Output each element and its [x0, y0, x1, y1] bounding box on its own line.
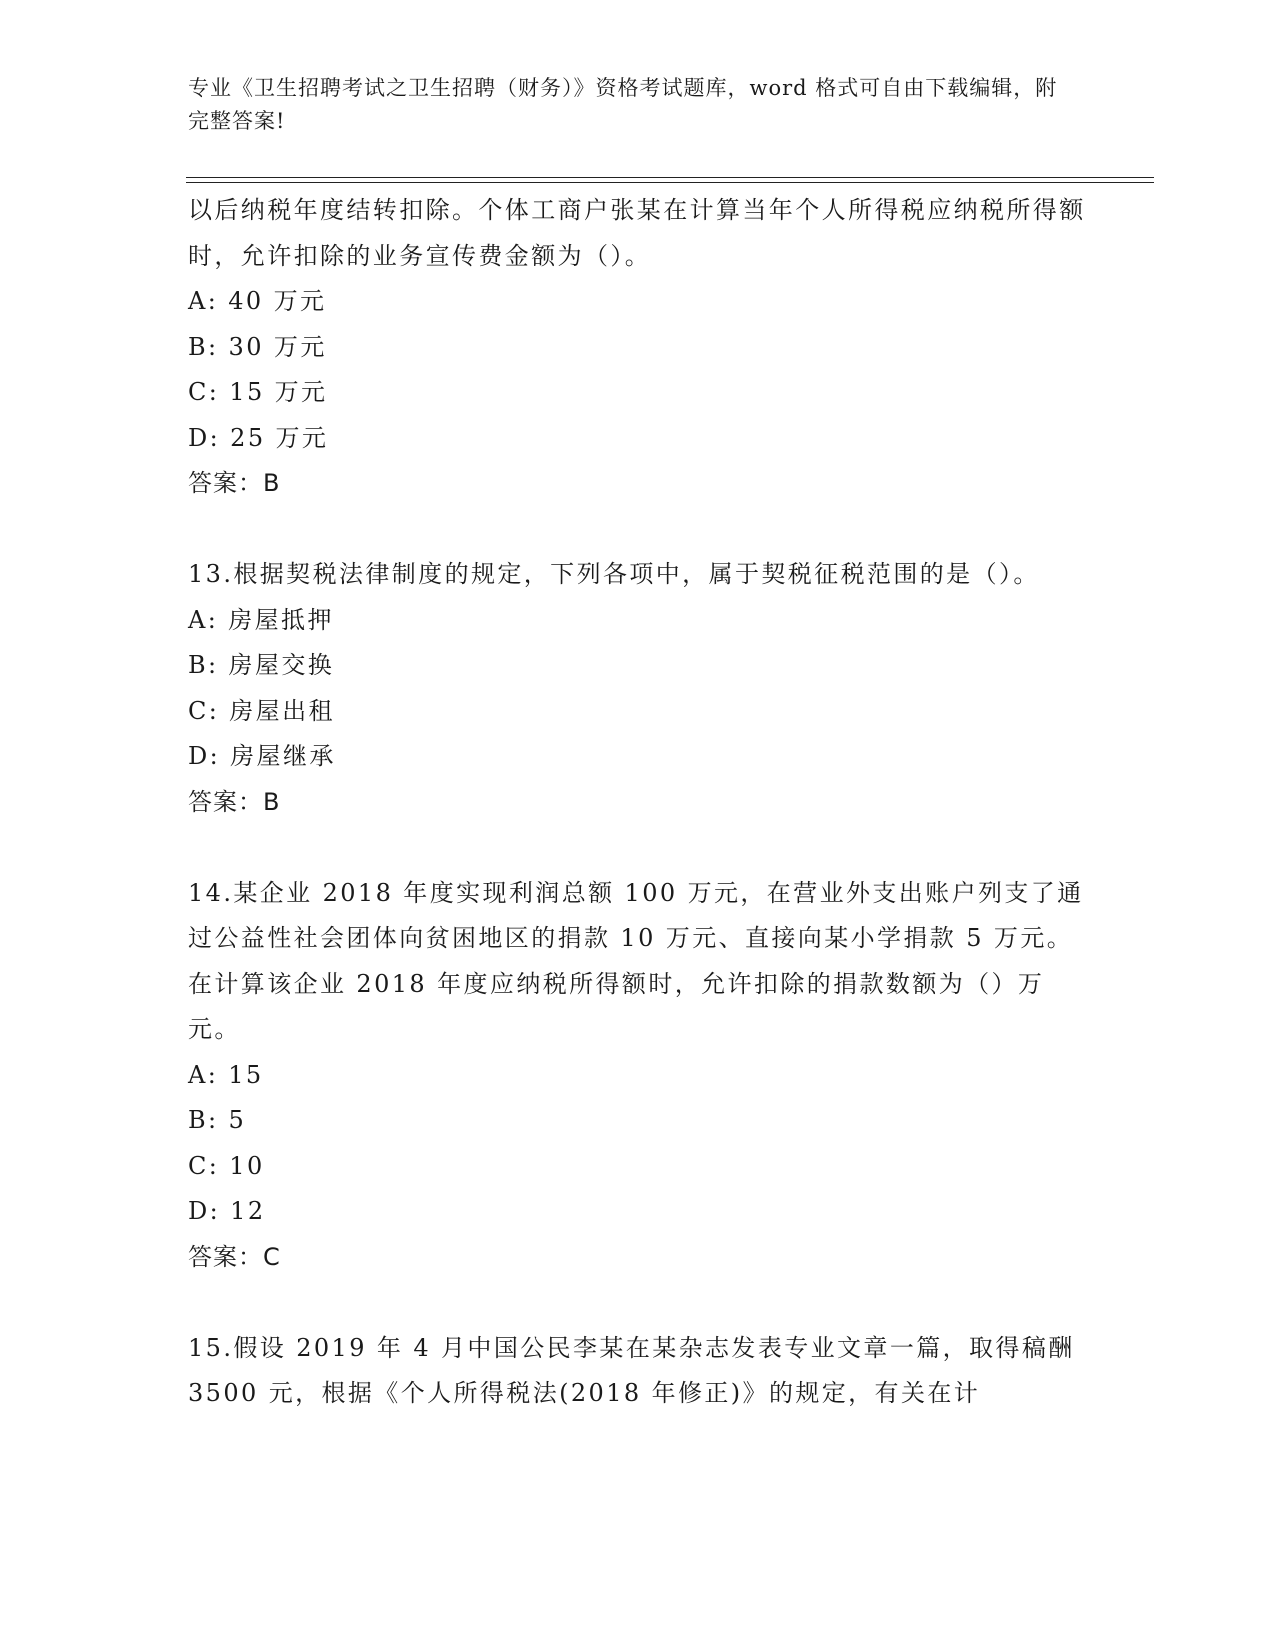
option-b: B: 30 万元: [188, 332, 327, 361]
question-list: [188, 188, 1088, 1417]
question-block: [188, 188, 1088, 507]
option-b: B: 5: [188, 1106, 247, 1134]
spacer: [188, 825, 1088, 871]
header-divider-top: [186, 177, 1154, 178]
option-a: A: 40 万元: [188, 287, 327, 315]
question-block: [188, 871, 1088, 1281]
question-stem: 14.某企业 2018 年度实现利润总额 100 万元，在营业外支出账户列支了通过公益性社会团体向贫困地区的捐款 10 万元、直接向某小学捐款 5 万元。在计算该企业 2018 年度应纳税所得额时，允许扣除的捐款数额为（）万元。: [188, 878, 1084, 1043]
option-c: C: 10: [188, 1151, 265, 1180]
option-c: C: 15 万元: [188, 378, 328, 406]
question-block: [188, 552, 1088, 825]
header-divider-bottom: [186, 182, 1154, 183]
option-a: A: 15: [188, 1060, 264, 1089]
answer-line: 答案：C: [188, 1242, 281, 1271]
question-stem: 13.根据契税法律制度的规定，下列各项中，属于契税征税范围的是（）。: [188, 560, 1040, 588]
answer-line: 答案：B: [188, 469, 281, 497]
option-a: A: 房屋抵押: [188, 605, 334, 634]
spacer: [188, 1280, 1088, 1326]
option-d: D: 25 万元: [188, 423, 329, 452]
question-stem: 15.假设 2019 年 4 月中国公民李某在某杂志发表专业文章一篇，取得稿酬 3500 元，根据《个人所得税法(2018 年修正)》的规定，有关在计: [188, 1333, 1075, 1407]
option-d: D: 房屋继承: [188, 742, 336, 770]
option-d: D: 12: [188, 1197, 266, 1225]
header-intro-text: 专业《卫生招聘考试之卫生招聘（财务）》资格考试题库，word 格式可自由下载编辑，附完整答案!: [188, 76, 1058, 133]
option-b: B: 房屋交换: [188, 651, 335, 679]
answer-line: 答案：B: [188, 787, 281, 816]
spacer: [188, 507, 1088, 553]
option-c: C: 房屋出租: [188, 696, 335, 725]
document-header: [188, 72, 1068, 138]
question-stem: 以后纳税年度结转扣除。个体工商户张某在计算当年个人所得税应纳税所得额时，允许扣除的业务宣传费金额为（）。: [188, 196, 1086, 270]
question-block: [188, 1326, 1088, 1417]
